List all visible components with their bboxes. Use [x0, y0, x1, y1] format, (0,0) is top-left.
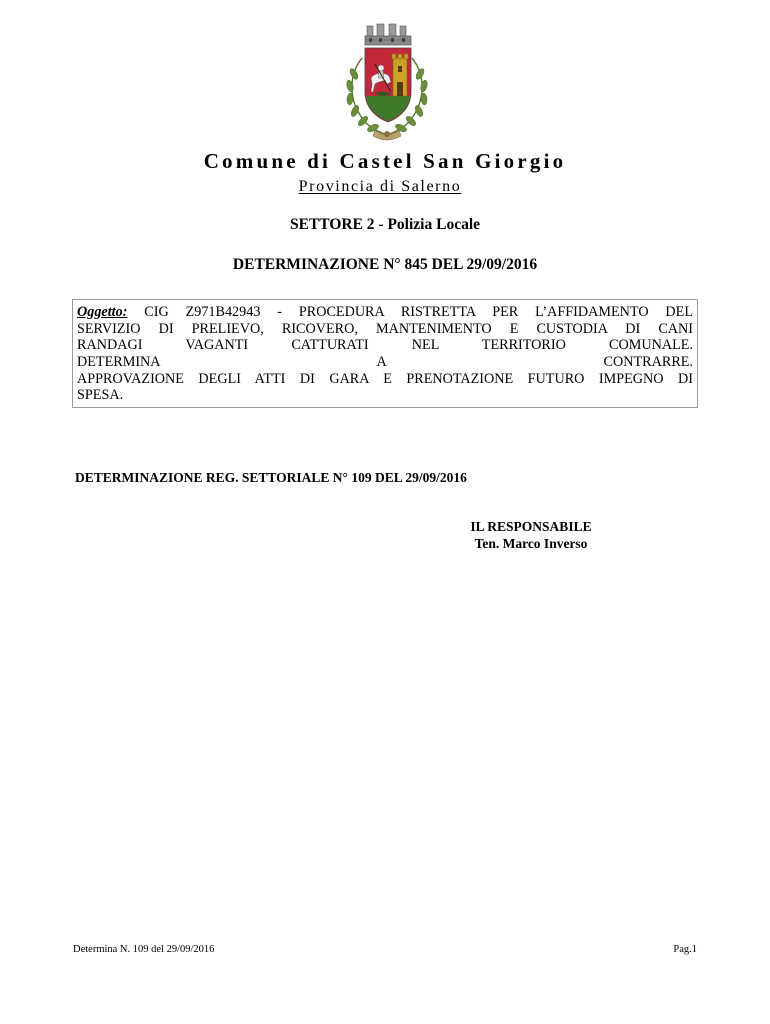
footer-page-number: Pag.1	[673, 944, 697, 955]
subject-box	[72, 299, 698, 408]
responsible-block	[440, 518, 622, 552]
subject-line-1	[77, 304, 693, 321]
sector-title: SETTORE 2 - Polizia Locale	[289, 216, 481, 233]
subject-label: Oggetto:	[77, 304, 128, 320]
shield-icon	[365, 48, 411, 122]
sectoral-register-number: DETERMINAZIONE REG. SETTORIALE N° 109 DEL 29/09/2016	[75, 470, 467, 485]
municipality-name: Comune di Castel San Giorgio	[203, 149, 567, 173]
province-label: Provincia di Salerno	[298, 178, 462, 195]
subject-text-line: CIG Z971B42943 - PROCEDURA RISTRETTA PER L’AFFIDAMENTO DEL	[127, 304, 693, 320]
responsible-title: IL RESPONSABILE	[470, 519, 592, 534]
subject-line-2: SERVIZIO DI PRELIEVO, RICOVERO, MANTENIMENTO E CUSTODIA DI CANI	[77, 320, 693, 337]
subject-line-3: RANDAGI VAGANTI CATTURATI NEL TERRITORIO COMUNALE.	[77, 337, 693, 354]
province-name	[0, 177, 760, 197]
subject-line-5: APPROVAZIONE DEGLI ATTI DI GARA E PRENOTAZIONE FUTURO IMPEGNO DI	[77, 370, 693, 387]
footer-document-reference: Determina N. 109 del 29/09/2016	[73, 944, 215, 955]
ribbon-icon	[373, 130, 401, 140]
coat-of-arms-icon	[335, 22, 439, 144]
responsible-name: Ten. Marco Inverso	[474, 536, 588, 551]
subject-line-4: DETERMINA A CONTRARRE.	[77, 354, 693, 371]
crown-icon	[365, 24, 411, 45]
determination-title: DETERMINAZIONE N° 845 DEL 29/09/2016	[232, 256, 538, 273]
subject-line-6: SPESA.	[77, 387, 124, 404]
